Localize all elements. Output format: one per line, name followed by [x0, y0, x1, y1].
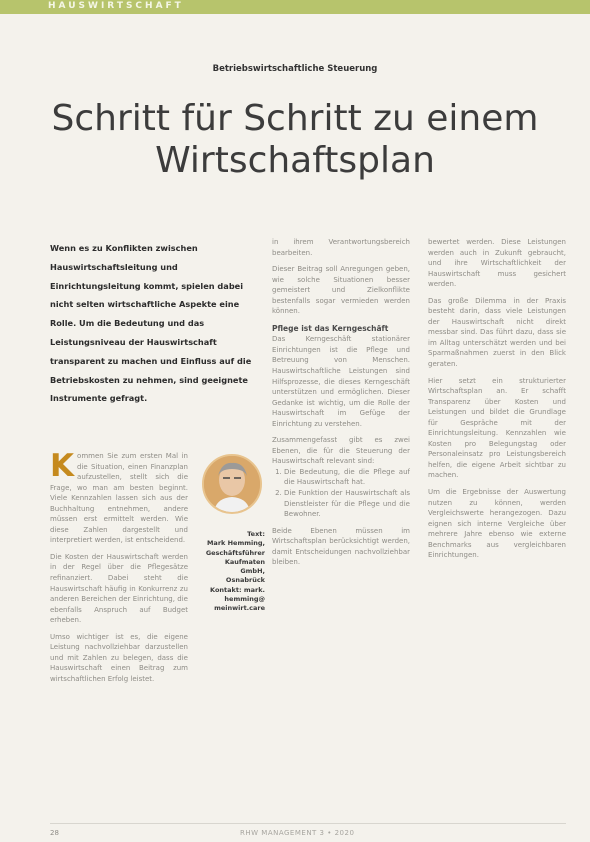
body-paragraph: Um die Ergebnisse der Auswertung nutzen zu können, werden Vergleichswerte herangezogen. Dazu eignen sich interne Vergleiche über mehrere Jahre ebenso wie externe Benchmarks aus vergleichbaren Einrichtungen. — [428, 488, 566, 560]
body-paragraph: Das große Dilemma in der Praxis besteht darin, dass viele Leistungen der Hauswirtschaft nicht direkt messbar sind. Das führt dazu, dass sie im Alltag unterschätzt werden und bei Sparmaßnahmen zuerst in den Blick geraten. — [428, 296, 566, 369]
body-paragraph: Kommen Sie zum ersten Mal in die Situation, einen Finanzplan aufzustellen, stellt sich die Frage, wo man am besten beginnt. Viele Kennzahlen lassen sich aus der Buchhaltung entnehmen, andere müssen erst ermittelt werden. Wie diese Zahlen dargestellt und interpretiert werden, ist entscheidend. — [50, 451, 188, 545]
caption-line: Kaufmaten GmbH, — [224, 557, 265, 576]
body-paragraph: bewertet werden. Diese Leistungen werden auch in Zukunft gebraucht, und ihre Wirtschaftlichkeit der Hauswirtschaft muss gesichert werden. — [428, 238, 566, 289]
body-paragraph: Zusammengefasst gibt es zwei Ebenen, die für die Steuerung der Hauswirtschaft relevant sind: — [272, 436, 410, 466]
caption-line: Kontakt: mark. — [210, 585, 265, 594]
headline-line-2: Wirtschaftsplan — [155, 140, 435, 181]
caption-line: hemming@ — [224, 595, 265, 604]
author-portrait — [202, 454, 262, 514]
numbered-list — [272, 467, 410, 520]
body-paragraph: Hier setzt ein strukturierter Wirtschaftsplan an. Er schafft Transparenz über Kosten und Leistungen und bildet die Grundlage für Gespräche mit der Einrichtungsleitung. Kennzahlen wie Kosten pro Belegungstag oder Personaleinsatz pro Leistungsbereich helfen, die eigene Arbeit sichtbar zu machen. — [428, 376, 566, 480]
body-column-2 — [272, 237, 410, 823]
subheading: Pflege ist das Kerngeschäft — [272, 323, 389, 333]
section-band — [0, 0, 590, 14]
page-number: 28 — [50, 829, 59, 837]
author-photo-icon — [204, 456, 260, 512]
caption-line: Osnabrück — [225, 576, 265, 585]
author-caption — [199, 530, 265, 614]
caption-line: Geschäftsführer — [205, 548, 265, 557]
footer-divider — [50, 823, 566, 824]
dropcap: K — [50, 451, 75, 484]
caption-line: meinwirt.care — [214, 604, 265, 613]
headline-line-1: Schritt für Schritt zu einem — [51, 98, 539, 139]
section-label: HAUSWIRTSCHAFT — [48, 1, 184, 11]
caption-line: Mark Hemming, — [206, 539, 265, 548]
body-paragraph: Die Kosten der Hauswirtschaft werden in der Regel über die Pflegesätze refinanziert. Dabei steht die Hauswirtschaft häufig in Konkurrenz zu anderen Bereichen der Einrichtung, die ebenfalls Anspruch auf Budget erheben. — [50, 552, 188, 625]
list-item: 2. Die Funktion der Hauswirtschaft als Dienstleister für die Pflege und die Bewohner. — [284, 488, 410, 520]
kicker: Betriebswirtschaftliche Steuerung — [212, 64, 378, 74]
body-paragraph: Beide Ebenen müssen im Wirtschaftsplan berücksichtigt werden, damit Entscheidungen nachvollziehbar bleiben. — [272, 526, 410, 567]
headline — [40, 98, 550, 182]
body-paragraph: Umso wichtiger ist es, die eigene Leistung nachvollziehbar darzustellen und mit Zahlen zu belegen, dass die Hauswirtschaft einen Beitrag zum wirtschaftlichen Erfolg leistet. — [50, 632, 188, 683]
body-paragraph: Das Kerngeschäft stationärer Einrichtungen ist die Pflege und Betreuung von Menschen. Hauswirtschaftliche Leistungen sind Hilfsprozesse, die dieses Kerngeschäft unterstützen und ermöglichen. Dieser Gedanke ist wichtig, um die Rolle der Hauswirtschaft im Gefüge der Einrichtung zu verstehen. — [272, 335, 410, 428]
body-column-3 — [428, 237, 566, 823]
caption-label: Text: — [247, 530, 265, 538]
list-item: 1. Die Bedeutung, die die Pflege auf die Hauswirtschaft hat. — [284, 467, 410, 488]
magazine-name: RHW MANAGEMENT 3 • 2020 — [240, 829, 355, 837]
lead-paragraph: Wenn es zu Konflikten zwischen Hauswirtschaftsleitung und Einrichtungsleitung kommt, spielen dabei nicht selten wirtschaftliche Aspekte eine Rolle. Um die Bedeutung und das Leistungsniveau der Hauswirtschaft transparent zu machen und Einfluss auf die Betriebskosten zu nehmen, sind geeignete Instrumente gefragt. — [50, 243, 252, 404]
body-column-1 — [50, 451, 188, 823]
body-paragraph: in ihrem Verantwortungsbereich bearbeiten. — [272, 238, 410, 257]
body-paragraph: Dieser Beitrag soll Anregungen geben, wie solche Situationen besser gemeistert und Zielkonflikte bestenfalls sogar vermieden werden können. — [272, 265, 410, 316]
